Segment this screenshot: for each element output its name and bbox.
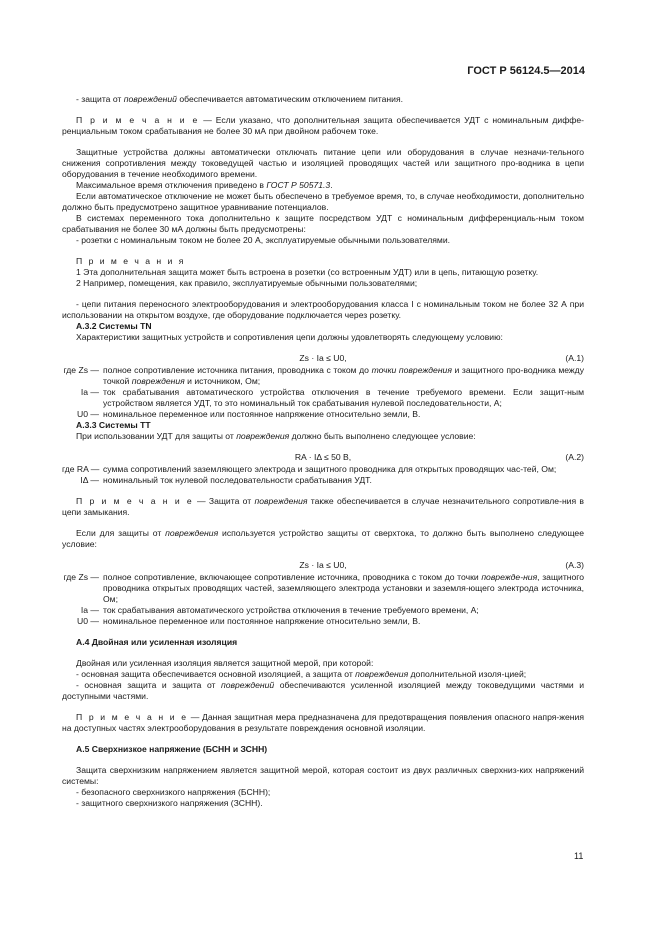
note-item: 1 Эта дополнительная защита может быть встроена в розетки (со встроенным УДТ) или в цепь, питающую розетку.: [76, 267, 539, 277]
note: П р и м е ч а н и е — Если указано, что дополнительная защита обеспечивается УДТ с номинальным диффе-ренциальным током срабатывания не более 30 мА при двойном рабочем токе.: [62, 115, 584, 136]
paragraph: Двойная или усиленная изоляция является защитной мерой, при которой:: [76, 658, 374, 668]
formula: RA · IΔ ≤ 50 В, (А.2): [294, 452, 584, 462]
definition: где Zs — полное сопротивление источника питания, проводника с током до точки повреждения и защитного про-водника между точкой повреждения и источником, Ом;: [63, 365, 584, 386]
definition: U0 — номинальное переменное или постоянное напряжение относительно земли, В.: [77, 409, 421, 419]
paragraph: Защита сверхнизким напряжением является защитной мерой, которая состоит из двух различных сверхниз-ких напряжений системы:: [62, 765, 584, 786]
paragraph: - основная защита и защита от повреждений обеспечиваются усиленной изоляцией между токоведущими частями и доступными частями.: [62, 680, 585, 701]
paragraph: - основная защита обеспечивается основной изоляцией, а защита от повреждения дополнительной изоля-цией;: [76, 669, 527, 679]
definition: U0 — номинальное переменное или постоянное напряжение относительно земли, В.: [77, 616, 421, 626]
definition: Ia — ток срабатывания автоматического устройства отключения в течение требуемого времени. Если защит-ным устройством является УДТ, то это номинальный ток срабатывания нулевой последовательности, А;: [80, 387, 584, 408]
paragraph: - защитного сверхнизкого напряжения (ЗСНН).: [76, 798, 263, 808]
note-item: 2 Например, помещения, как правило, эксплуатируемые обычными пользователями;: [76, 278, 418, 288]
notes-label: П р и м е ч а н и я: [76, 256, 186, 266]
section-heading: А.3.2 Системы TN: [76, 321, 152, 331]
paragraph: - безопасного сверхнизкого напряжения (БСНН);: [76, 787, 271, 797]
paragraph: Если для защиты от повреждения используется устройство защиты от сверхтока, то должно быть выполнено следующее условие:: [62, 528, 584, 549]
paragraph: Если автоматическое отключение не может быть обеспечено в требуемое время, то, в случае необходимости, дополнительно должно быть предусмотрено защитное уравнивание потенциалов.: [62, 191, 584, 212]
paragraph: При использовании УДТ для защиты от повреждения должно быть выполнено следующее условие:: [76, 431, 476, 441]
note: П р и м е ч а н и е — Данная защитная мера предназначена для предотвращения появления опасного напря-жения на доступных частях электрооборудования в результате повреждения основной изоляции.: [62, 712, 584, 733]
formula: Zs · Ia ≤ U0, (А.1): [299, 353, 584, 363]
definition: где Zs — полное сопротивление, включающее сопротивление источника, проводника с током до точки поврежде-ния, защитного проводника открытых проводящих частей, заземляющего электрода установки и заземля-ющего электрода источника, Ом;: [63, 572, 584, 604]
definition: IΔ — номинальный ток нулевой последовательности срабатывания УДТ.: [80, 475, 372, 485]
section-heading: А.5 Сверхнизкое напряжение (БСНН и ЗСНН): [76, 744, 268, 754]
paragraph: В системах переменного тока дополнительно к защите посредством УДТ с номинальным дифференциаль-ным током срабатывания не более 30 мА должны быть предусмотрены:: [62, 213, 584, 234]
page-number: 11: [574, 851, 584, 861]
paragraph: Характеристики защитных устройств и сопротивления цепи должны удовлетворять следующему условию:: [76, 332, 503, 342]
section-heading: А.4 Двойная или усиленная изоляция: [76, 637, 238, 647]
paragraph: Защитные устройства должны автоматически отключать питание цепи или оборудования в случае незначи-тельного снижения сопротивления между токоведущей частью и изоляцией проводящих частей или защитного про-водника в цепи оборудования в течение необходимого времени.: [62, 147, 584, 179]
paragraph: - розетки с номинальным током не более 20 А, эксплуатируемые обычными пользователями.: [76, 235, 451, 245]
definition: Ia — ток срабатывания автоматического устройства отключения в течение требуемого времени, А;: [80, 605, 479, 615]
section-heading: А.3.3 Системы TT: [76, 420, 151, 430]
paragraph: Максимальное время отключения приведено в ГОСТ Р 50571.3.: [76, 180, 333, 190]
definition: где RA — сумма сопротивлений заземляющего электрода и защитного проводника для открытых проводящих час-тей, Ом;: [62, 464, 557, 474]
formula: Zs · Ia ≤ U0, (А.3): [299, 560, 584, 570]
note: П р и м е ч а н и е — Защита от повреждения также обеспечивается в случае незначительного сопротивле-ния в цепи замыкания.: [62, 496, 585, 517]
paragraph: - цепи питания переносного электрооборудования и электрооборудования класса I с номинальным током не более 32 А при использовании на открытом воздухе, где оборудование подключается через розетку.: [62, 299, 584, 320]
document-header: ГОСТ Р 56124.5—2014: [467, 65, 585, 77]
paragraph: - защита от повреждений обеспечивается автоматическим отключением питания.: [76, 94, 403, 104]
page-body: [62, 94, 584, 809]
